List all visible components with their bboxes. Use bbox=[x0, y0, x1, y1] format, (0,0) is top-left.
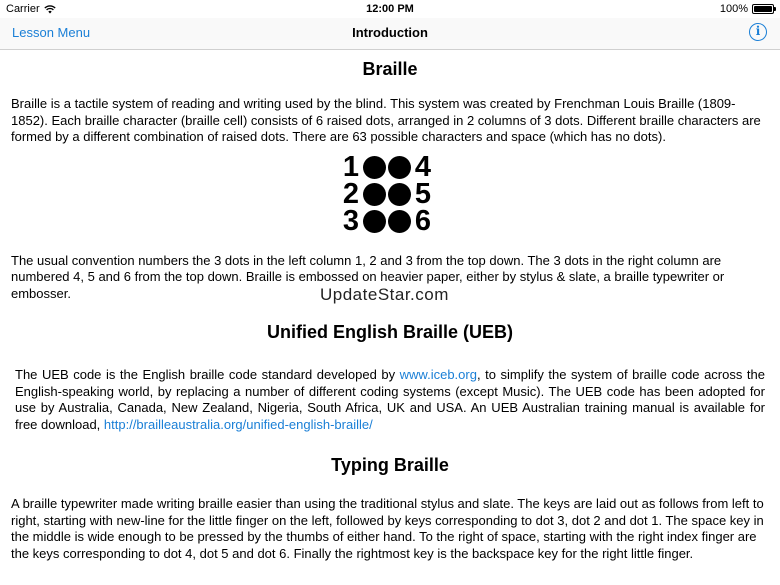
battery-percent: 100% bbox=[719, 3, 748, 15]
page-title: Introduction bbox=[352, 25, 428, 40]
typing-heading: Typing Braille bbox=[331, 455, 449, 475]
braille-dot bbox=[388, 210, 411, 233]
braille-heading: Braille bbox=[362, 59, 418, 79]
dot-number-4: 4 bbox=[414, 150, 432, 183]
dot-number-6: 6 bbox=[414, 204, 432, 237]
braille-dot bbox=[363, 183, 386, 206]
ueb-heading: Unified English Braille (UEB) bbox=[266, 322, 514, 342]
braille-convention-paragraph: The usual convention numbers the 3 dots in the left column 1, 2 and 3 from the top down. The 3 dots in the right column are numbered 4, 5 and 6 from the top down. Braille is embossed on heavier paper, either by stylus & slate, a braille typewriter or embosser. bbox=[11, 252, 725, 301]
ueb-paragraph bbox=[11, 367, 769, 433]
typing-paragraph: A braille typewriter made writing braille easier than using the traditional stylus and slate. The keys are laid out as follows from left to right, starting with new-line for the little finger on the left, followed by keys corresponding to dot 3, dot 2 and dot 1. The space key in the middle is wide enough to be pressed by the thumbs of either hand. To the right of space, starting with the right index finger are the keys corresponding to dot 4, dot 5 and dot 6. Finally the rightmost key is the backspace key for the right little finger. bbox=[11, 496, 764, 561]
status-bar bbox=[0, 0, 780, 18]
lesson-content[interactable] bbox=[0, 51, 780, 585]
braille-dot bbox=[363, 156, 386, 179]
braille-dot bbox=[388, 156, 411, 179]
dot-number-1: 1 bbox=[342, 150, 360, 183]
ueb-text-1: The UEB code is the English braille code standard developed by bbox=[15, 367, 400, 382]
navigation-bar bbox=[0, 18, 780, 50]
status-right bbox=[720, 3, 774, 15]
iceb-link[interactable]: www.iceb.org bbox=[399, 367, 477, 382]
carrier-label: Carrier bbox=[6, 3, 40, 15]
braille-dot bbox=[363, 210, 386, 233]
battery-icon bbox=[752, 4, 774, 14]
status-time: 12:00 PM bbox=[366, 3, 414, 15]
watermark: UpdateStar.com bbox=[320, 285, 449, 304]
battery-fill bbox=[754, 6, 772, 12]
dot-number-5: 5 bbox=[414, 177, 432, 210]
ueb-text-2: , to simplify the system of braille code across the English-speaking world, by replacing a number of different coding systems (except Music). The UEB code has been adopted for use by Australia, Canada, New Zealand, Nigeria, South Africa, UK and USA. An UEB Australian training manual is available for free download, bbox=[15, 367, 765, 432]
info-icon[interactable]: i bbox=[749, 23, 767, 41]
braille-australia-link[interactable]: http://brailleaustralia.org/unified-english-braille/ bbox=[103, 416, 373, 432]
dot-number-3: 3 bbox=[342, 204, 360, 237]
dot-number-2: 2 bbox=[342, 177, 360, 210]
braille-dot bbox=[388, 183, 411, 206]
lesson-menu-button[interactable]: Lesson Menu bbox=[12, 25, 91, 40]
braille-intro-paragraph: Braille is a tactile system of reading and writing used by the blind. This system was created by Frenchman Louis Braille (1809-1852). Each braille character (braille cell) consists of 6 raised dots, arranged in 2 columns of 3 dots. Different braille characters are formed by a different combination of raised dots. There are 63 possible characters and space (which has no dots). bbox=[11, 96, 761, 144]
braille-cell-diagram bbox=[340, 150, 440, 237]
